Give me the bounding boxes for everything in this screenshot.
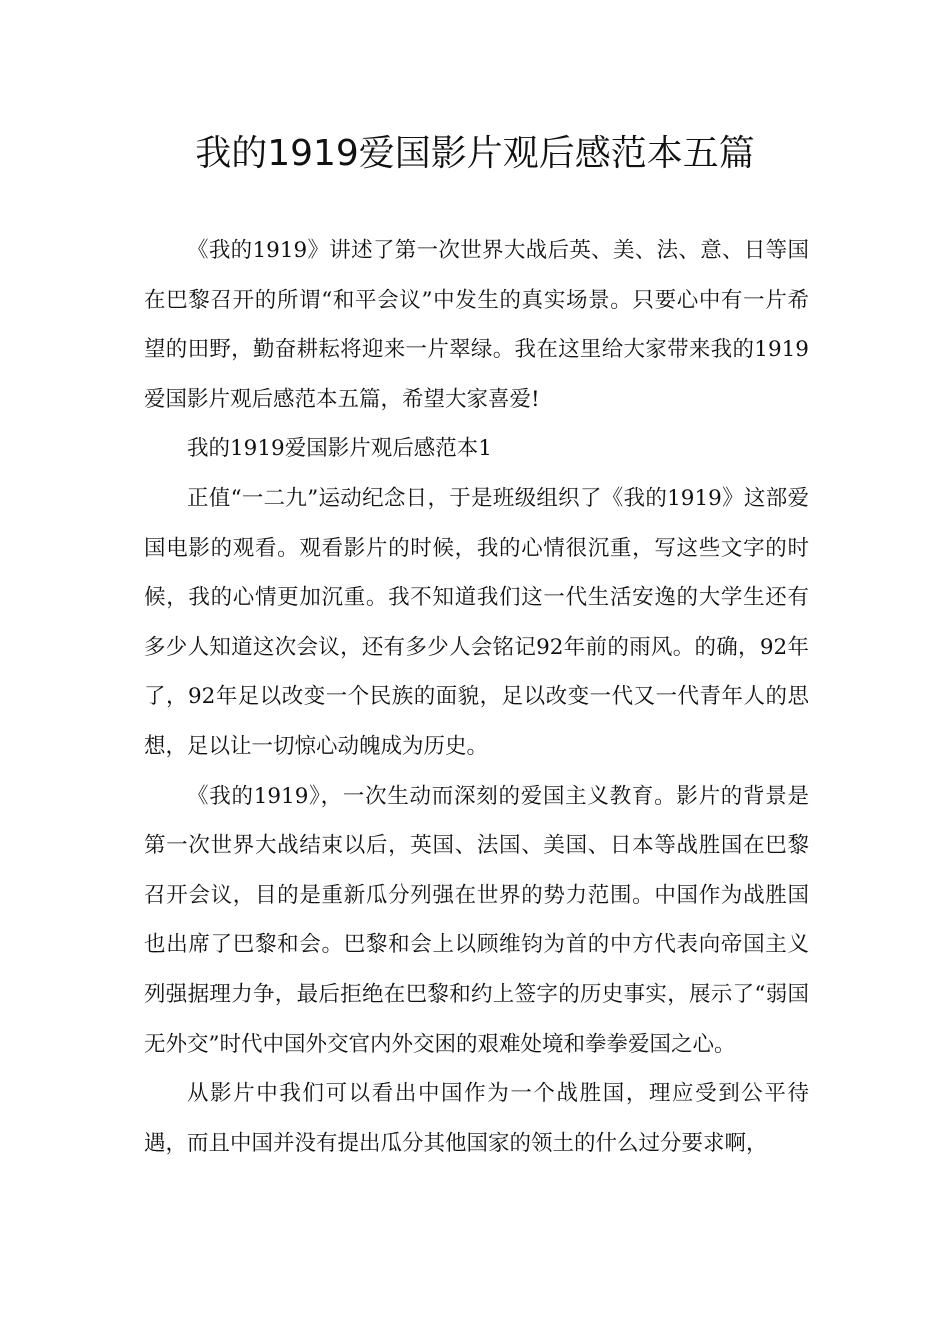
section-heading: 我的1919爱国影片观后感范本1 <box>187 436 492 462</box>
body-paragraph: 《我的1919》，一次生动而深刻的爱国主义教育。影片的背景是第一次世界大战结束以后，英国、法国、美国、日本等战胜国在巴黎召开会议，目的是重新瓜分列强在世界的势力范围。中国作为战胜国也出席了巴黎和会。巴黎和会上以顾维钧为首的中方代表向帝国主义列强据理力争，最后拒绝在巴黎和约上签字的历史事实，展示了“弱国无外交”时代中国外交官内外交困的艰难处境和拳拳爱国之心。 <box>144 783 809 1057</box>
body-paragraph: 从影片中我们可以看出中国作为一个战胜国，理应受到公平待遇，而且中国并没有提出瓜分其他国家的领土的什么过分要求啊， <box>144 1081 809 1156</box>
body-paragraph: 正值“一二九”运动纪念日，于是班级组织了《我的1919》这部爱国电影的观看。观看影片的时候，我的心情很沉重，写这些文字的时候，我的心情更加沉重。我不知道我们这一代生活安逸的大学生还有多少人知道这次会议，还有多少人会铭记92年前的雨风。的确，92年了，92年足以改变一个民族的面貌，足以改变一代又一代青年人的思想，足以让一切惊心动魄成为历史。 <box>144 485 809 759</box>
document-title: 我的1919爱国影片观后感范本五篇 <box>195 133 755 174</box>
intro-paragraph: 《我的1919》讲述了第一次世界大战后英、美、法、意、日等国在巴黎召开的所谓“和平会议”中发生的真实场景。只要心中有一片希望的田野，勤奋耕耘将迎来一片翠绿。我在这里给大家带来我的1919爱国影片观后感范本五篇，希望大家喜爱! <box>144 238 809 412</box>
document-body <box>144 226 809 1168</box>
